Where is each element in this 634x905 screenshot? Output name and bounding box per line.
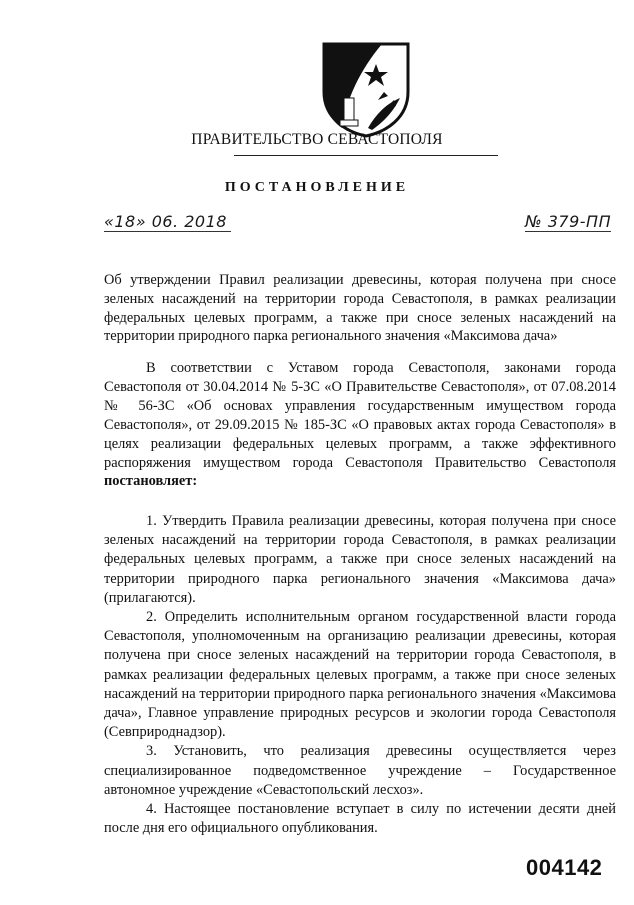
resolution-item-3: 3. Установить, что реализация древесины осуществляется через специализированное подведомственное учреждение – Государственное автономное учреждение «Севастопольский лесхоз».	[104, 743, 616, 798]
resolution-item-4: 4. Настоящее постановление вступает в силу по истечении десяти дней после дня его официального опубликования.	[104, 801, 616, 837]
document-date: «18» 06. 2018	[104, 212, 231, 232]
coat-of-arms-icon	[320, 40, 412, 138]
serial-number: 004142	[526, 855, 603, 880]
resolution-item-2: 2. Определить исполнительным органом государственной власти города Севастополя, уполномоченным на организацию реализации древесины, которая получена при сносе зеленых насаждений на территории города Севастополя, в рамках реализации федеральных целевых программ, а также при сносе зеленых насаждений на территории природного парка регионального значения «Максимова дача», Главное управление природных ресурсов и экологии города Севастополя (Севприроднадзор).	[104, 609, 616, 741]
preamble-resolves: постановляет:	[104, 473, 198, 490]
resolution-items	[104, 512, 616, 838]
resolution-item-1: 1. Утвердить Правила реализации древесины, которая получена при сносе зеленых насаждений на территории города Севастополя, в рамках реализации федеральных целевых программ, а также при сносе зеленых насаждений на территории природного парка регионального значения «Максимова дача» (прилагаются).	[104, 513, 616, 606]
document-subject: Об утверждении Правил реализации древесины, которая получена при сносе зеленых насаждений на территории города Севастополя, в рамках реализации федеральных целевых программ, а также при сносе зеленых насаждений на территории природного парка регионального значения «Максимова дача»	[104, 272, 616, 345]
government-label: ПРАВИТЕЛЬСТВО СЕВАСТОПОЛЯ	[191, 131, 443, 148]
document-title: ПОСТАНОВЛЕНИЕ	[224, 180, 410, 195]
document-preamble	[104, 359, 616, 491]
government-name	[0, 131, 634, 149]
preamble-text: В соответствии с Уставом города Севастополя, законами города Севастополя от 30.04.2014 № 5-ЗС «О Правительстве Севастополя», от 07.08.2014 № 56-ЗС «Об основах управления государственным имуществом города Севастополя», от 29.09.2015 № 185-ЗС «О правовых актах города Севастополя» в целях реализации федеральных целевых программ, а также эффективного распоряжения имуществом города Севастополя Правительство Севастополя	[104, 360, 616, 471]
document-number: № 379-ПП	[525, 212, 612, 231]
header-rule	[234, 155, 498, 156]
